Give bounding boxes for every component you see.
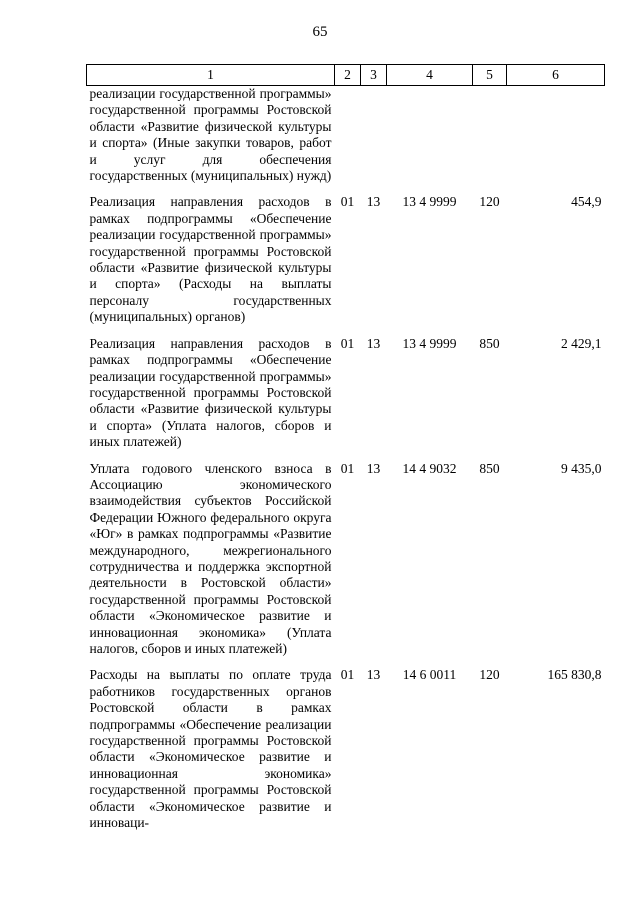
- table-row: [87, 184, 605, 325]
- row-target-code: 14 6 0011: [402, 667, 457, 683]
- row-expense-type: 120: [479, 667, 500, 683]
- row-subsection: 13: [366, 460, 381, 476]
- row-subsection: 13: [366, 667, 381, 683]
- row-amount: 454,9: [571, 194, 602, 210]
- page-number: 65: [312, 24, 328, 40]
- table-row: [87, 657, 605, 831]
- row-amount: [507, 86, 605, 185]
- row-amount: 9 435,0: [561, 460, 602, 476]
- row-expense-type: 120: [479, 194, 500, 210]
- row-section: 01: [340, 460, 355, 476]
- row-expense-type: 850: [479, 335, 500, 351]
- column-header: 4: [387, 65, 473, 86]
- table-row: [87, 86, 605, 185]
- row-description: Уплата годового членского взноса в Ассоциацию экономического взаимодействия субъектов Российской Федерации Южного федерального округа «Юг» в рамках подпрограммы «Развитие международного, межрегионального сотрудничества и поддержка экспортной деятельности в Ростовской области» государственной программы Ростовской области «Экономическое развитие и инновационная экономика» (Уплата налогов, сборов и иных платежей): [89, 460, 332, 656]
- row-target-code: 13 4 9999: [402, 194, 457, 210]
- row-target-code: 13 4 9999: [402, 335, 457, 351]
- column-header: 2: [335, 65, 361, 86]
- row-target-code: 14 4 9032: [402, 460, 457, 476]
- table-row: [87, 326, 605, 451]
- row-expense-type: [473, 86, 507, 185]
- row-subsection: 13: [366, 194, 381, 210]
- table-row: [87, 451, 605, 658]
- column-header: 5: [473, 65, 507, 86]
- column-header: 3: [361, 65, 387, 86]
- row-section: [335, 86, 361, 185]
- row-amount: 165 830,8: [547, 667, 602, 683]
- column-header: 1: [87, 65, 335, 86]
- row-description: Реализация направления расходов в рамках подпрограммы «Обеспечение реализации государственной программы» государственной программы Ростовской области «Развитие физической культуры и спорта» (Уплата налогов, сборов и иных платежей): [89, 335, 332, 450]
- row-subsection: 13: [366, 335, 381, 351]
- row-target-code: [387, 86, 473, 185]
- row-amount: 2 429,1: [561, 335, 602, 351]
- row-expense-type: 850: [479, 460, 500, 476]
- row-description: Реализация направления расходов в рамках подпрограммы «Обеспечение реализации государственной программы» государственной программы Ростовской области «Развитие физической культуры и спорта» (Расходы на выплаты персоналу государственных (муниципальных) органов): [89, 194, 332, 325]
- column-header: 6: [507, 65, 605, 86]
- row-section: 01: [340, 335, 355, 351]
- row-section: 01: [340, 194, 355, 210]
- row-subsection: [361, 86, 387, 185]
- row-description: реализации государственной программы» государственной программы Ростовской области «Развитие физической культуры и спорта» (Иные закупки товаров, работ и услуг для обеспечения государственных (муниципальных) нужд): [89, 86, 332, 184]
- row-description: Расходы на выплаты по оплате труда работников государственных органов Ростовской области в рамках подпрограммы «Обеспечение реализации государственной программы Ростовской области «Экономическое развитие и инновационная экономика» государственной программы Ростовской области «Экономическое развитие и инноваци-: [89, 667, 332, 831]
- row-section: 01: [340, 667, 355, 683]
- table-header-row: [87, 65, 605, 86]
- budget-table: [86, 64, 605, 831]
